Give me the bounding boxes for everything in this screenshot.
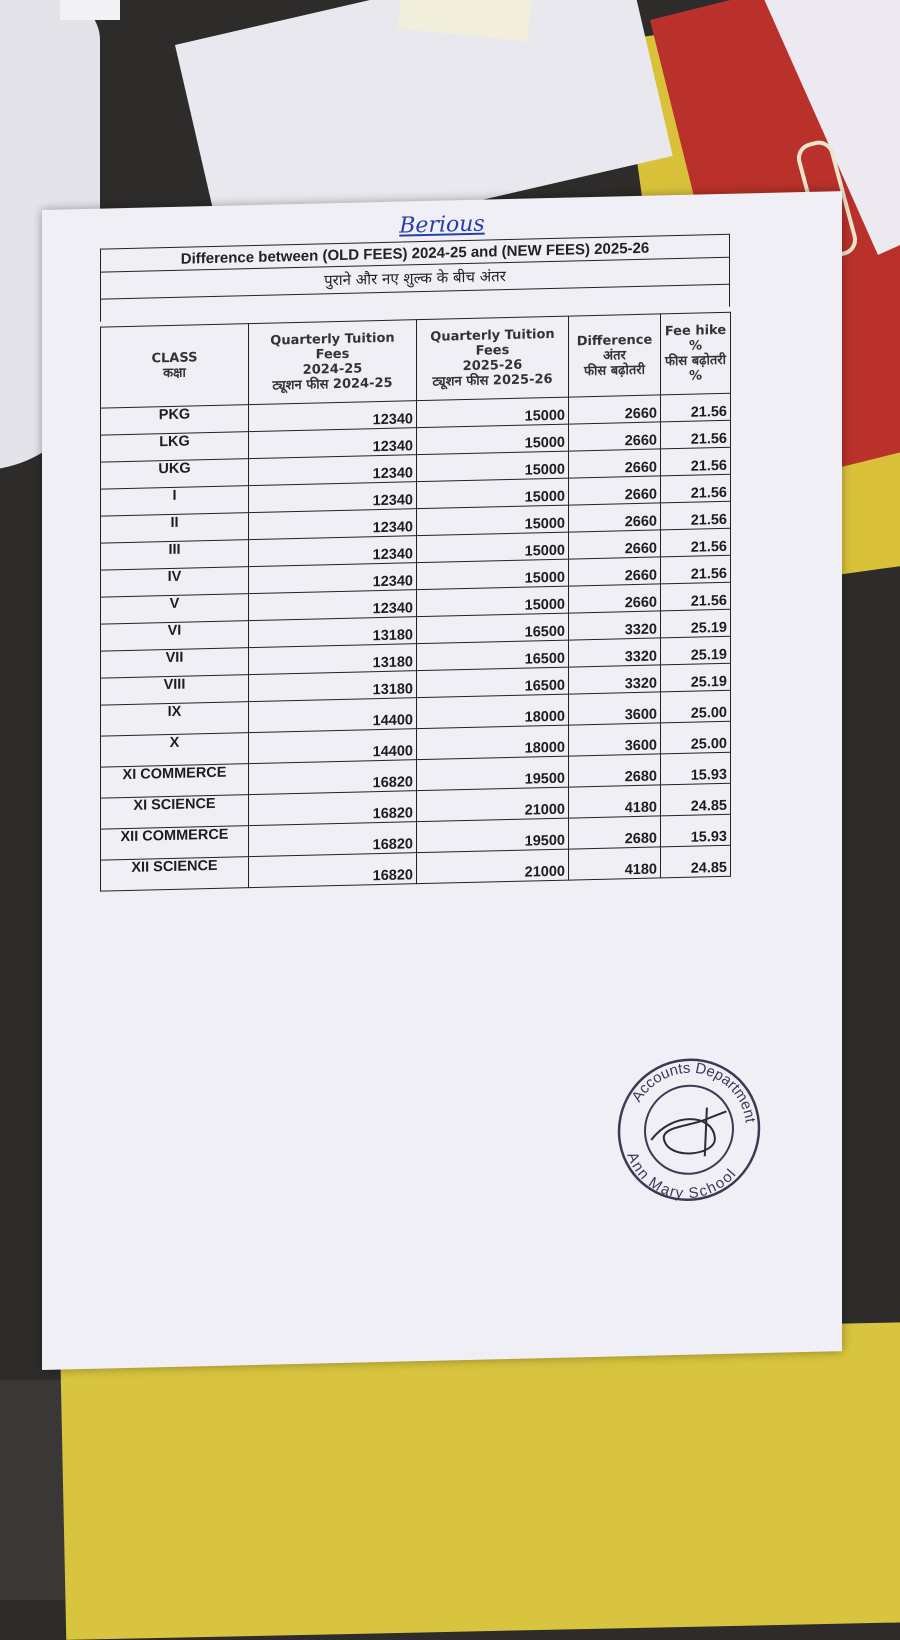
title-english: Difference between (OLD FEES) 2024-25 and (NEW FEES) 2025-26 — [101, 235, 729, 273]
cell-new-fee: 21000 — [417, 787, 569, 822]
stamp-bottom-text: Ann Mary School — [623, 1149, 740, 1203]
cell-new-fee: 19500 — [417, 756, 569, 791]
cell-difference: 2680 — [569, 816, 661, 849]
signature-scribble — [650, 1099, 727, 1160]
cell-old-fee: 13180 — [249, 644, 417, 675]
cell-hike: 15.93 — [661, 752, 731, 785]
cell-new-fee: 15000 — [417, 586, 569, 617]
cell-new-fee: 19500 — [417, 818, 569, 853]
cell-difference: 2660 — [569, 476, 661, 505]
cell-class: VII — [101, 648, 249, 678]
cell-difference: 2660 — [569, 422, 661, 451]
cell-difference: 3600 — [569, 723, 661, 756]
cell-old-fee: 16820 — [249, 853, 417, 888]
cell-hike: 25.19 — [661, 636, 731, 665]
cell-new-fee: 18000 — [417, 725, 569, 760]
cell-difference: 2660 — [569, 584, 661, 613]
top-card-small — [60, 0, 120, 20]
cell-new-fee: 15000 — [417, 532, 569, 563]
cell-hike: 24.85 — [661, 783, 731, 816]
cell-difference: 3320 — [569, 611, 661, 640]
cell-new-fee: 15000 — [417, 559, 569, 590]
cell-class: II — [101, 513, 249, 543]
cell-hike: 25.00 — [661, 690, 731, 723]
cell-difference: 2680 — [569, 754, 661, 787]
title-box — [100, 234, 730, 322]
cell-new-fee: 15000 — [417, 397, 569, 428]
cell-difference: 2660 — [569, 449, 661, 478]
cell-class: IV — [101, 567, 249, 597]
cell-hike: 21.56 — [661, 501, 731, 530]
cell-old-fee: 12340 — [249, 590, 417, 621]
cell-old-fee: 12340 — [249, 563, 417, 594]
cell-hike: 25.19 — [661, 609, 731, 638]
cell-old-fee: 14400 — [249, 729, 417, 764]
cell-old-fee: 12340 — [249, 482, 417, 513]
header-difference: Difference अंतर फीस बढ़ोतरी — [569, 314, 661, 397]
cell-difference: 2660 — [569, 395, 661, 424]
cell-hike: 25.19 — [661, 663, 731, 692]
cell-difference: 2660 — [569, 503, 661, 532]
cell-class: XII COMMERCE — [101, 826, 249, 860]
cell-class: III — [101, 540, 249, 570]
header-hike: Fee hike % फीस बढ़ोतरी % — [661, 312, 731, 395]
cell-old-fee: 14400 — [249, 698, 417, 733]
cell-hike: 24.85 — [661, 845, 731, 878]
cell-old-fee: 13180 — [249, 671, 417, 702]
cell-new-fee: 18000 — [417, 694, 569, 729]
cell-difference: 4180 — [569, 847, 661, 880]
cell-hike: 21.56 — [661, 528, 731, 557]
cell-new-fee: 16500 — [417, 613, 569, 644]
cell-hike: 21.56 — [661, 582, 731, 611]
cell-new-fee: 16500 — [417, 667, 569, 698]
cell-class: VI — [101, 621, 249, 651]
cell-old-fee: 16820 — [249, 822, 417, 857]
stamp-top-text: Accounts Department — [628, 1059, 759, 1124]
fee-table — [100, 312, 731, 892]
table-header-row — [101, 312, 731, 408]
header-new-fee: Quarterly Tuition Fees 2025-26 ट्यूशन फीस 2025-26 — [417, 316, 569, 401]
cell-class: PKG — [101, 405, 249, 435]
cell-class: VIII — [101, 675, 249, 705]
cell-new-fee: 15000 — [417, 451, 569, 482]
cell-class: V — [101, 594, 249, 624]
cell-old-fee: 16820 — [249, 791, 417, 826]
cell-old-fee: 13180 — [249, 617, 417, 648]
cell-new-fee: 16500 — [417, 640, 569, 671]
cell-hike: 21.56 — [661, 447, 731, 476]
signature-stroke — [697, 1108, 715, 1157]
cell-new-fee: 15000 — [417, 478, 569, 509]
cell-hike: 21.56 — [661, 393, 731, 422]
cell-new-fee: 21000 — [417, 849, 569, 884]
accounts-department-stamp — [600, 1042, 778, 1217]
cell-hike: 21.56 — [661, 555, 731, 584]
cell-hike: 21.56 — [661, 474, 731, 503]
cell-difference: 2660 — [569, 557, 661, 586]
cell-hike: 15.93 — [661, 814, 731, 847]
cell-class: X — [101, 733, 249, 767]
cell-new-fee: 15000 — [417, 505, 569, 536]
cell-new-fee: 15000 — [417, 424, 569, 455]
cell-hike: 21.56 — [661, 420, 731, 449]
cell-class: UKG — [101, 459, 249, 489]
cell-class: IX — [101, 702, 249, 736]
header-class: CLASS कक्षा — [101, 324, 249, 408]
cell-difference: 4180 — [569, 785, 661, 818]
cell-difference: 2660 — [569, 530, 661, 559]
header-old-fee: Quarterly Tuition Fees 2024-25 ट्यूशन फीस 2024-25 — [249, 320, 417, 405]
cell-class: I — [101, 486, 249, 516]
cell-class: XII SCIENCE — [101, 857, 249, 891]
cell-difference: 3320 — [569, 638, 661, 667]
cell-old-fee: 12340 — [249, 509, 417, 540]
cell-class: XI SCIENCE — [101, 795, 249, 829]
title-hindi: पुराने और नए शुल्क के बीच अंतर — [101, 258, 729, 300]
fee-document — [42, 191, 842, 1370]
yellow-folder-bottom — [60, 1322, 900, 1640]
cell-class: XI COMMERCE — [101, 764, 249, 798]
cell-class: LKG — [101, 432, 249, 462]
cell-old-fee: 16820 — [249, 760, 417, 795]
cell-difference: 3320 — [569, 665, 661, 694]
cell-difference: 3600 — [569, 692, 661, 725]
cell-hike: 25.00 — [661, 721, 731, 754]
cell-old-fee: 12340 — [249, 536, 417, 567]
cell-old-fee: 12340 — [249, 428, 417, 459]
cell-old-fee: 12340 — [249, 401, 417, 432]
cell-old-fee: 12340 — [249, 455, 417, 486]
handwritten-note: Berious — [399, 211, 485, 239]
